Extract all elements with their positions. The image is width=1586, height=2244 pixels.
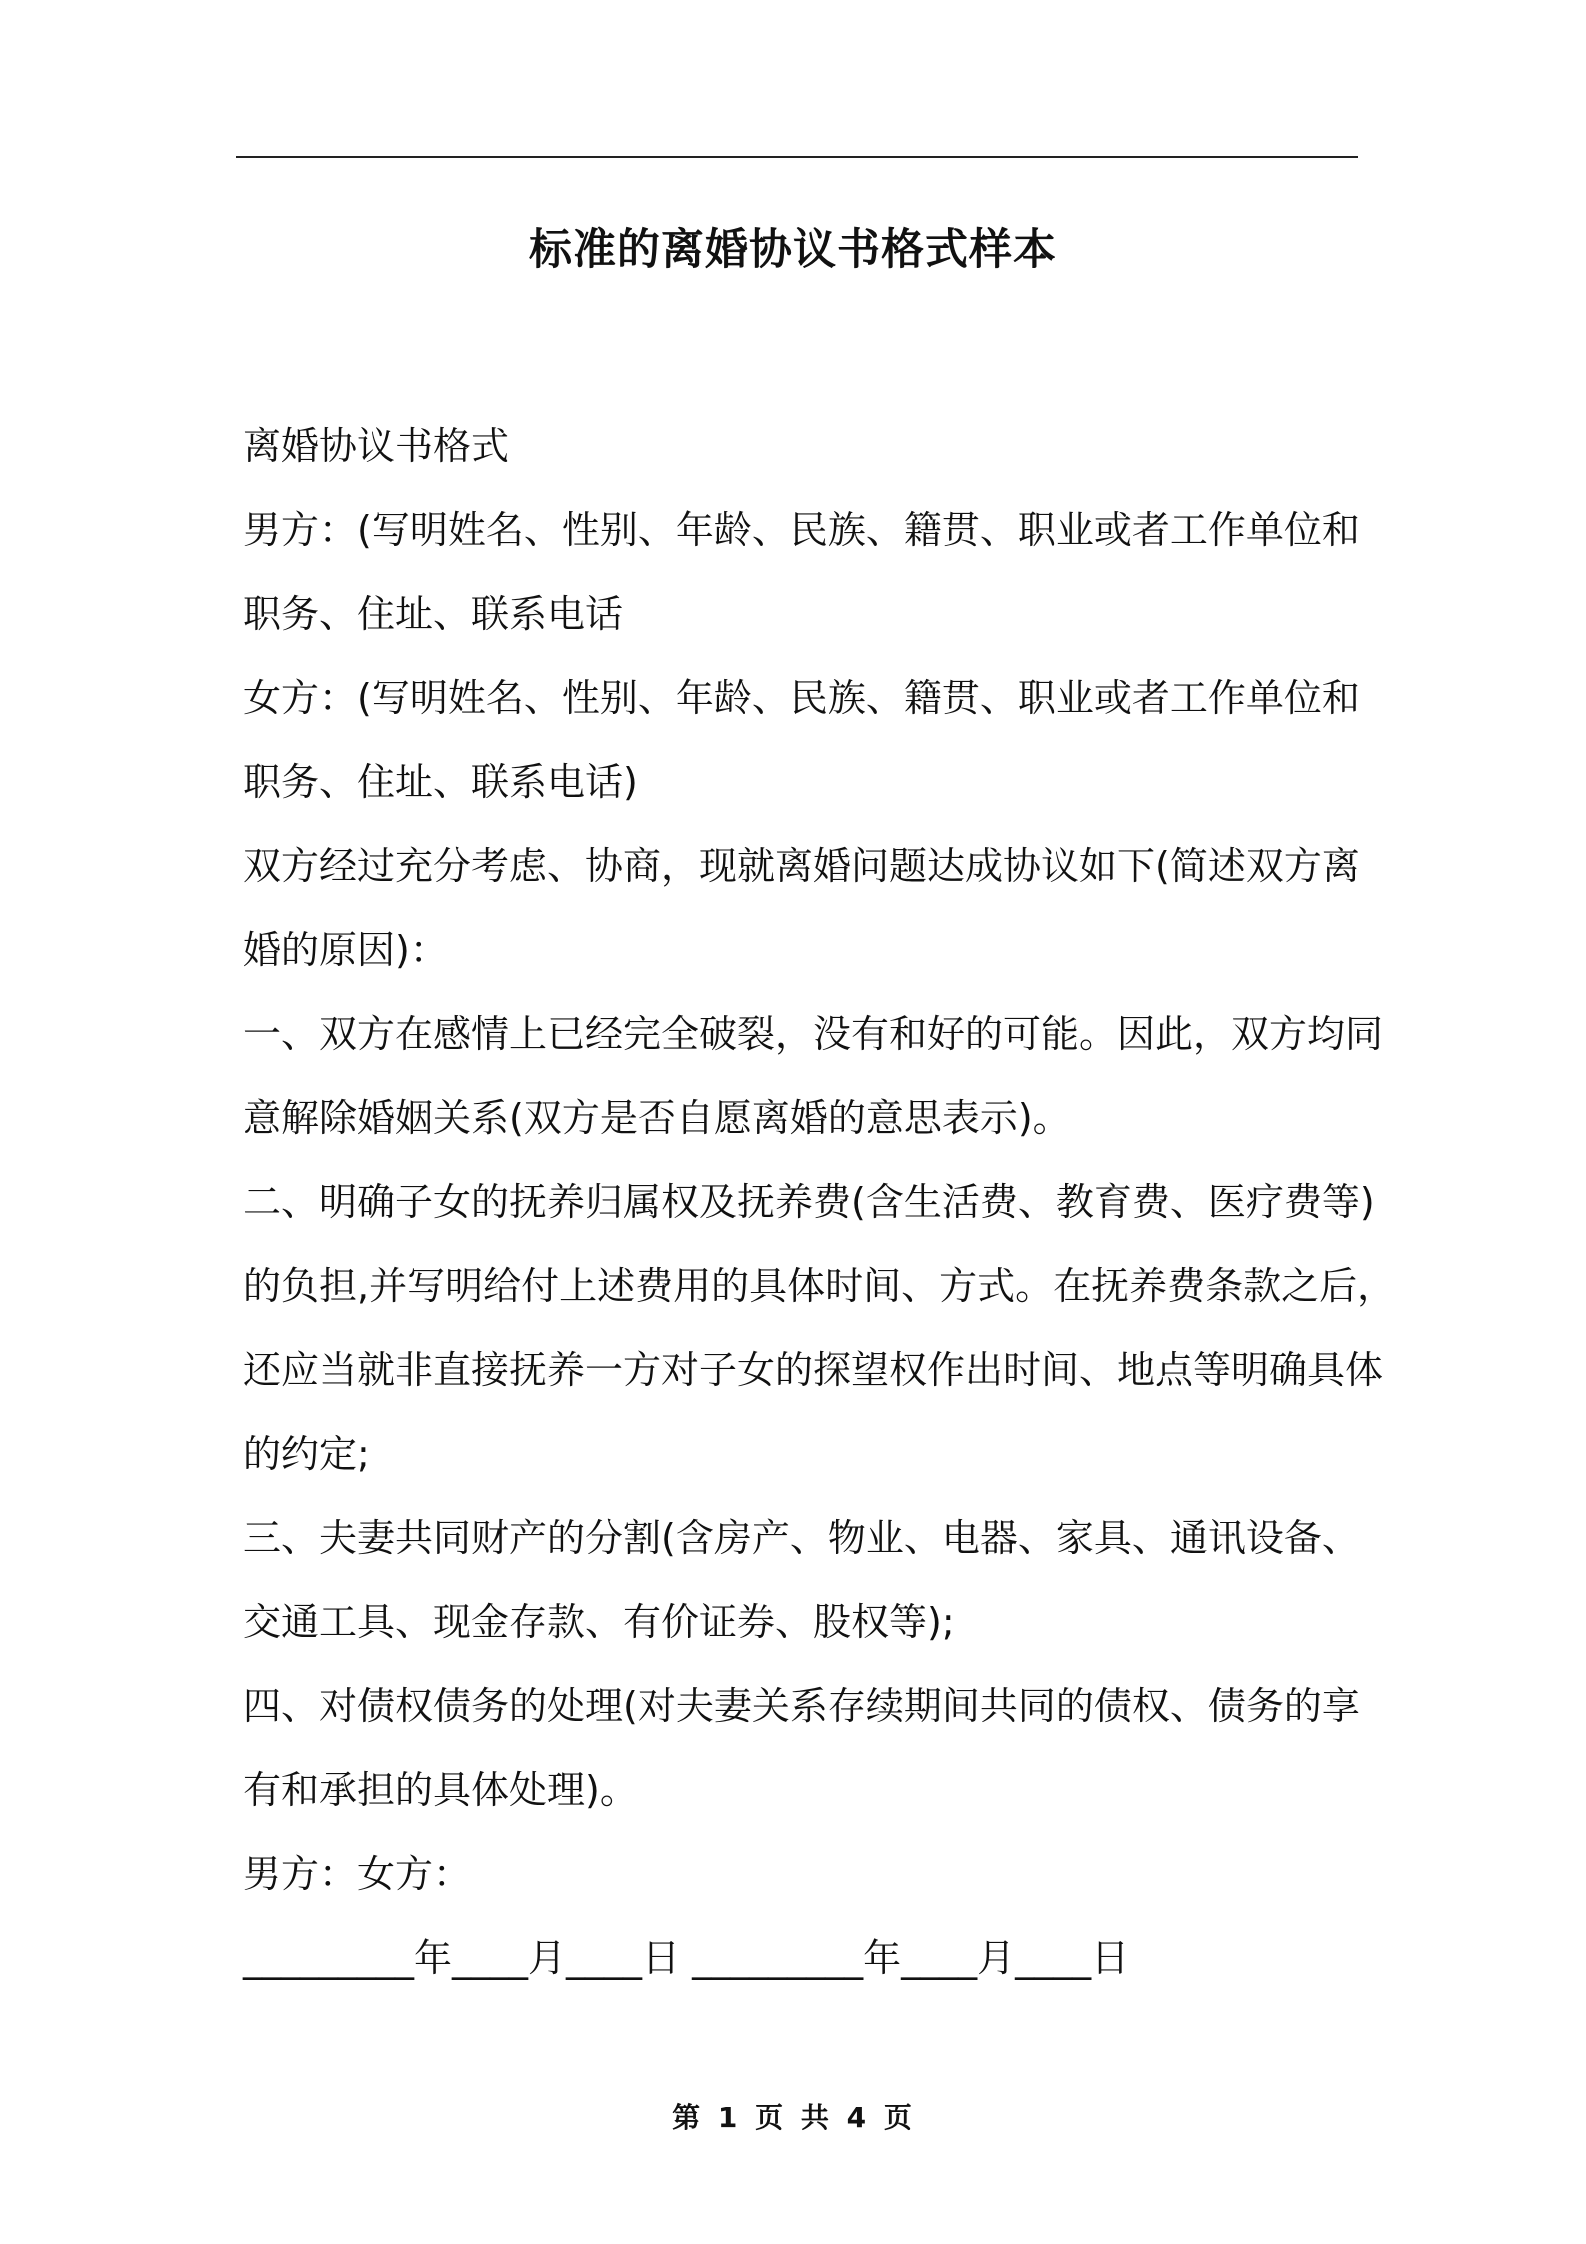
text-line: 三、夫妻共同财产的分割(含房产、物业、电器、家具、通讯设备、 [243, 1516, 1360, 1560]
text-line: 职务、住址、联系电话) [243, 760, 638, 804]
text-line: 二、明确子女的抚养归属权及抚养费(含生活费、教育费、医疗费等) [243, 1180, 1375, 1224]
text-line: 女方：(写明姓名、性别、年龄、民族、籍贯、职业或者工作单位和 [243, 676, 1360, 720]
signature-line: 男方：女方： [243, 1852, 472, 1896]
text-line: 婚的原因)： [243, 928, 448, 972]
text-line: 还应当就非直接抚养一方对子女的探望权作出时间、地点等明确具体 [243, 1348, 1384, 1392]
text-line: 有和承担的具体处理)。 [243, 1768, 638, 1812]
header-rule [236, 156, 1358, 158]
document-title: 标准的离婚协议书格式样本 [529, 225, 1057, 275]
page-number: 第 1 页 共 4 页 [672, 2101, 914, 2134]
section-heading: 离婚协议书格式 [243, 424, 510, 468]
text-line: 一、双方在感情上已经完全破裂，没有和好的可能。因此，双方均同 [243, 1012, 1384, 1056]
text-line: 男方：(写明姓名、性别、年龄、民族、籍贯、职业或者工作单位和 [243, 508, 1360, 552]
text-line: 双方经过充分考虑、协商，现就离婚问题达成协议如下(简述双方离 [243, 844, 1360, 888]
text-line: 四、对债权债务的处理(对夫妻关系存续期间共同的债权、债务的享 [243, 1684, 1360, 1728]
date-line: _________年____月____日 _________年____月____日 [243, 1936, 1130, 1980]
text-line: 的约定; [243, 1432, 370, 1476]
text-line: 意解除婚姻关系(双方是否自愿离婚的意思表示)。 [243, 1096, 1071, 1140]
text-line: 职务、住址、联系电话 [243, 592, 624, 636]
text-line: 的负担,并写明给付上述费用的具体时间、方式。在抚养费条款之后， [243, 1264, 1396, 1308]
text-line: 交通工具、现金存款、有价证券、股权等); [243, 1600, 955, 1644]
document-body [243, 404, 1396, 2000]
